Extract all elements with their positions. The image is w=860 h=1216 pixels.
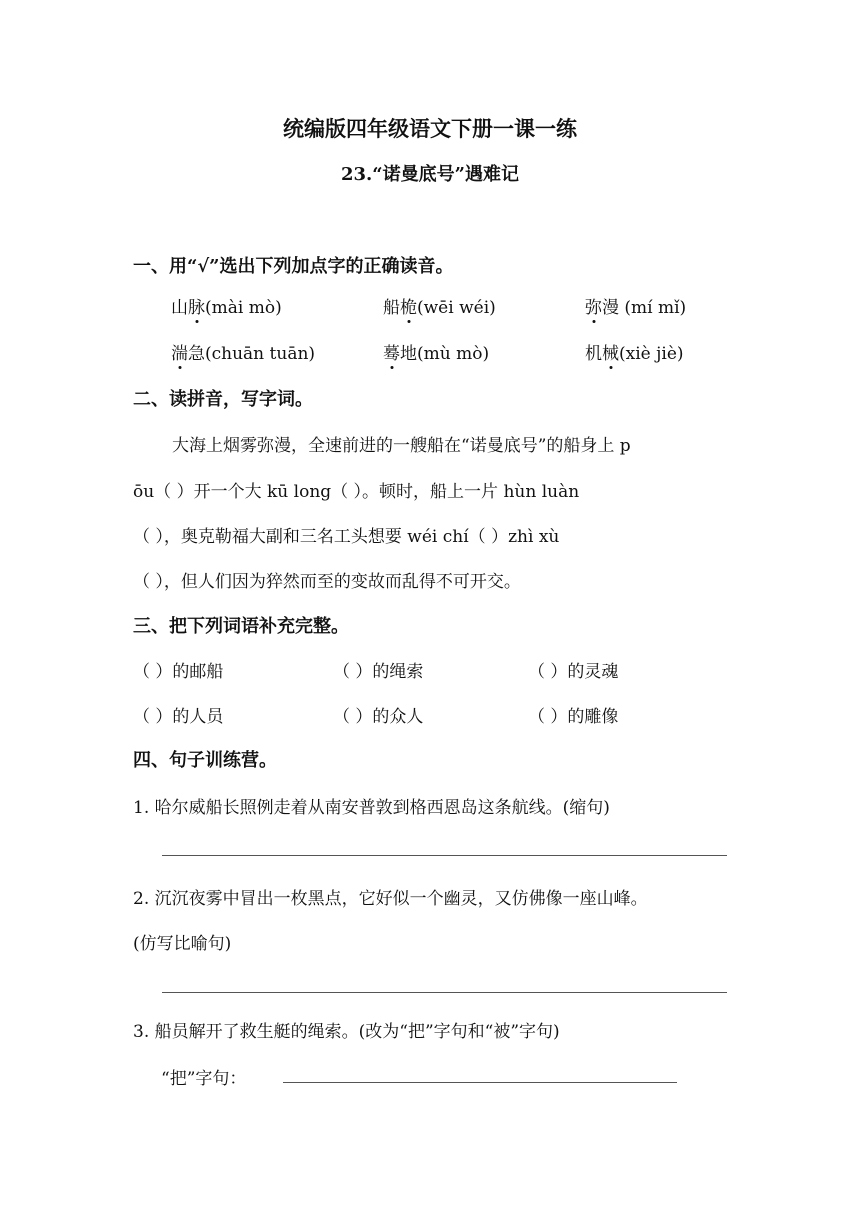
pinyin-item-1[interactable] — [171, 293, 282, 318]
question-2: 2. 沉沉夜雾中冒出一枚黑点，它好似一个幽灵，又仿佛像一座山峰。 — [133, 889, 648, 909]
pinyin-options: (mài mò) — [205, 298, 282, 318]
answer-line-2[interactable] — [162, 992, 727, 993]
fill-phrase[interactable]: （ ）的灵魂 — [528, 662, 619, 682]
pinyin-options: (xiè jiè) — [619, 344, 684, 364]
fill-phrase[interactable]: （ ）的雕像 — [528, 707, 619, 727]
dotted-char: 脉 — [188, 293, 205, 318]
page-title: 统编版四年级语文下册一课一练 — [283, 116, 577, 141]
passage-line-2[interactable]: ōu（ ）开一个大 kū long（ ）。顿时，船上一片 hùn luàn — [133, 482, 580, 502]
pinyin-item-4[interactable] — [171, 339, 315, 364]
pinyin-item-6[interactable] — [585, 339, 684, 364]
section-1-heading: 一、用“√”选出下列加点字的正确读音。 — [133, 256, 454, 277]
pinyin-item-2[interactable] — [383, 293, 496, 318]
char: 地 — [400, 344, 417, 364]
question-1: 1. 哈尔威船长照例走着从南安普敦到格西恩岛这条航线。(缩句) — [133, 798, 610, 818]
passage-line-4[interactable]: （ ），但人们因为猝然而至的变故而乱得不可开交。 — [133, 572, 521, 592]
section-3-heading: 三、把下列词语补充完整。 — [133, 616, 349, 637]
dotted-char: 械 — [602, 339, 619, 364]
question-3: 3. 船员解开了救生艇的绳索。(改为“把”字句和“被”字句) — [133, 1022, 560, 1042]
lesson-subtitle: 23.“诺曼底号”遇难记 — [340, 164, 520, 185]
char: 船 — [383, 298, 400, 318]
pinyin-options: (chuān tuān) — [205, 344, 316, 364]
pinyin-options: (mù mò) — [417, 344, 490, 364]
section-4-heading: 四、句子训练营。 — [133, 750, 277, 771]
dotted-char: 弥 — [585, 293, 602, 318]
char: 急 — [188, 344, 205, 364]
char: 漫 — [602, 298, 619, 318]
pinyin-item-5[interactable] — [383, 339, 489, 364]
question-2-instruction: (仿写比喻句) — [133, 934, 232, 954]
pinyin-item-3[interactable] — [585, 293, 686, 318]
passage-line-3[interactable]: （ ），奥克勒福大副和三名工头想要 wéi chí（ ）zhì xù — [133, 527, 560, 547]
char: 机 — [585, 344, 602, 364]
answer-line-1[interactable] — [162, 855, 727, 856]
fill-phrase[interactable]: （ ）的人员 — [133, 707, 224, 727]
char: 山 — [171, 298, 188, 318]
fill-phrase[interactable]: （ ）的众人 — [333, 707, 424, 727]
fill-phrase[interactable]: （ ）的邮船 — [133, 662, 224, 682]
dotted-char: 湍 — [171, 339, 188, 364]
fill-phrase[interactable]: （ ）的绳索 — [333, 662, 424, 682]
ba-sentence-label: “把”字句： — [161, 1069, 247, 1089]
passage-line-1: 大海上烟雾弥漫，全速前进的一艘船在“诺曼底号”的船身上 p — [172, 436, 631, 456]
answer-line-3[interactable] — [283, 1082, 677, 1083]
dotted-char: 蓦 — [383, 339, 400, 364]
section-2-heading: 二、读拼音，写字词。 — [133, 389, 313, 410]
pinyin-options: (mí mǐ) — [619, 298, 687, 318]
pinyin-options: (wēi wéi) — [417, 298, 496, 318]
dotted-char: 桅 — [400, 293, 417, 318]
